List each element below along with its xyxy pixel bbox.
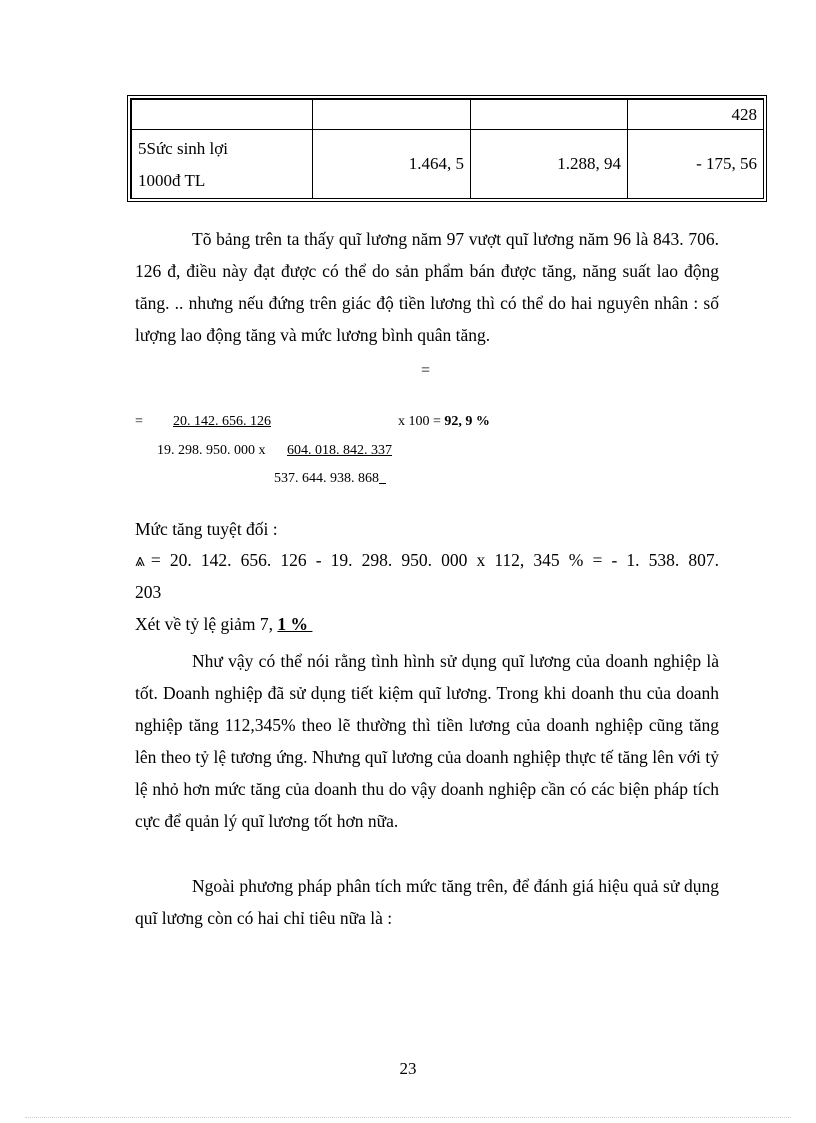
ratio-value: 1 % [277, 614, 309, 634]
table-cell: 1.288, 94 [471, 130, 628, 199]
row-label [132, 130, 313, 199]
formula-prefix: = [135, 414, 143, 429]
abs-heading: Mức tăng tuyệt đối : [135, 519, 278, 539]
mult-text: x 100 = [398, 414, 441, 429]
numerator-value: 20. 142. 656. 126 [173, 414, 271, 429]
formula-result: 92, 9 % [444, 414, 490, 429]
abs-line-cont: 203 [135, 582, 162, 602]
ratio-text: Xét về tỷ lệ giảm 7, [135, 614, 274, 634]
formula-mult [398, 414, 490, 430]
formula-numerator [163, 414, 381, 430]
frac-bottom-value: 537. 644. 938. 868 [274, 471, 379, 486]
paragraph-2: Như vậy có thể nói rằng tình hình sử dụng quĩ lương của doanh nghiệp là tốt. Doanh nghiệp đã sử dụng tiết kiệm quĩ lương. Trong khi doanh thu của doanh nghiệp tăng 112,345% theo lẽ thường thì tiền lương của doanh nghiệp cũng tăng lên theo tỷ lệ tương ứng. Nhưng quĩ lương của doanh nghiệp thực tế tăng lên với tỷ lệ nhỏ hơn mức tăng của doanh thu do vậy doanh nghiệp cần có các biện pháp tích cực để quản lý quĩ lương tốt hơn nữa. [135, 651, 719, 831]
abs-symbol-icon: ⩓ [135, 550, 145, 570]
page-bottom-divider [25, 1117, 791, 1118]
equals-sign: = [421, 362, 431, 379]
formula-denom-frac-top: 604. 018. 842. 337 [287, 443, 392, 458]
table-row [132, 100, 764, 130]
data-table [127, 95, 767, 202]
table-cell: 1.464, 5 [313, 130, 471, 199]
ratio-line [135, 614, 312, 635]
paragraph-1: Tõ bảng trên ta thấy quĩ lương năm 97 vượt quĩ lương năm 96 là 843. 706. 126 đ, điều này đạt được có thể do sản phẩm bán được tăng, năng suất lao động tăng. .. nhưng nếu đứng trên giác độ tiền lương thì có thể do hai nguyên nhân : số lượng lao động tăng và mức lương bình quân tăng. [135, 229, 719, 345]
abs-formula: = 20. 142. 656. 126 - 19. 298. 950. 000 x 112, 345 % = - 1. 538. 807. [150, 550, 719, 570]
table-cell [471, 100, 628, 130]
table-cell [313, 100, 471, 130]
page-number: 23 [399, 1059, 417, 1078]
table-cell: - 175, 56 [628, 130, 764, 199]
table-cell: 428 [628, 100, 764, 130]
row-label-line2: 1000đ TL [138, 171, 206, 190]
formula-denom-left: 19. 298. 950. 000 x [157, 443, 266, 458]
abs-line [135, 550, 719, 571]
table-cell [132, 100, 313, 130]
row-label-line1: 5Sức sinh lợi [138, 139, 228, 158]
table-row [132, 130, 764, 199]
paragraph-3: Ngoài phương pháp phân tích mức tăng trên, để đánh giá hiệu quả sử dụng quĩ lương còn có hai chỉ tiêu nữa là : [135, 876, 719, 928]
formula-denom-frac-bottom [274, 471, 386, 487]
